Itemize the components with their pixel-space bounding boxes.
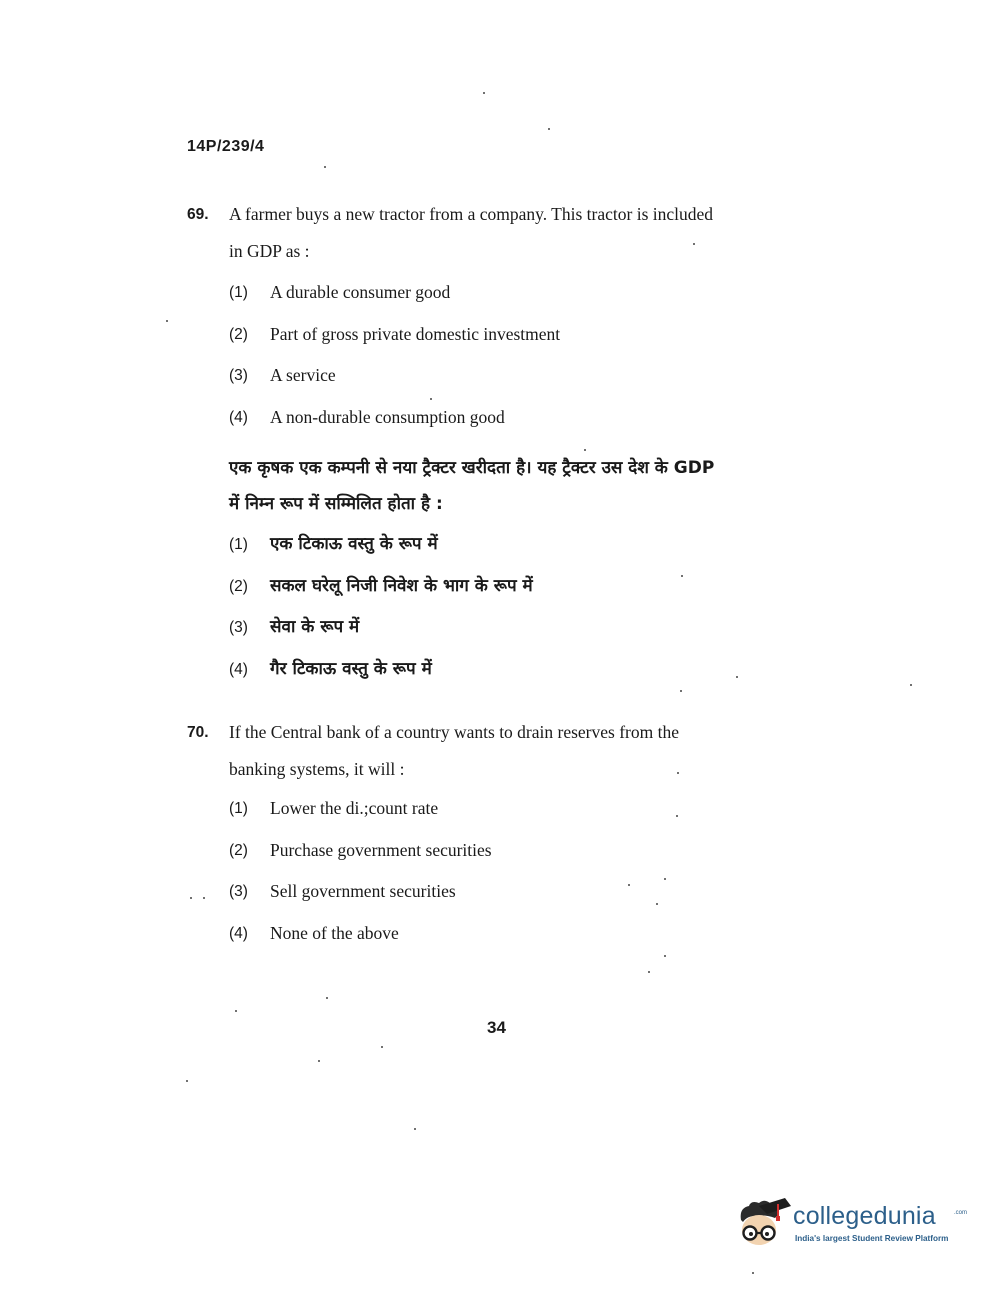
- question-text: in GDP as :: [229, 241, 310, 261]
- scan-speck: [235, 1010, 237, 1012]
- scan-speck: [681, 575, 683, 577]
- option-4: [187, 913, 827, 955]
- scan-speck: [584, 449, 586, 451]
- brand-domain: .com: [954, 1210, 968, 1216]
- scan-speck: [628, 884, 630, 886]
- hindi-option-2: [187, 566, 827, 608]
- option-text: A non-durable consumption good: [270, 406, 505, 427]
- option-text: एक टिकाऊ वस्तु के रूप में: [270, 534, 438, 554]
- scan-speck: [166, 320, 168, 322]
- option-number: (3): [229, 367, 248, 384]
- hindi-option-4: [187, 649, 827, 691]
- option-text: Sell government securities: [270, 881, 456, 901]
- question-stem-line: [187, 233, 827, 270]
- scan-speck: [483, 92, 485, 94]
- paper-code: 14P/239/4: [187, 138, 265, 155]
- option-number: (2): [229, 325, 248, 343]
- scan-speck: [664, 955, 666, 957]
- option-text: Lower the di.;count rate: [270, 798, 439, 818]
- option-3: [187, 355, 827, 397]
- option-number: (4): [229, 924, 248, 942]
- scan-speck: [190, 897, 192, 899]
- hindi-option-3: [187, 607, 827, 649]
- scan-speck: [676, 815, 678, 817]
- scan-speck: [736, 676, 738, 678]
- hindi-stem-line: एक कृषक एक कम्पनी से नया ट्रैक्टर खरीदता है। यह ट्रैक्टर उस देश के GDP: [229, 458, 715, 478]
- option-1: [187, 272, 827, 314]
- option-number: (4): [229, 408, 248, 426]
- scan-speck: [648, 971, 650, 973]
- scan-speck: [656, 903, 658, 905]
- question-stem-line: [187, 751, 827, 788]
- option-text: सेवा के रूप में: [270, 617, 360, 637]
- option-text: A durable consumer good: [270, 282, 451, 302]
- scan-speck: [324, 166, 326, 168]
- question-number: 70.: [187, 724, 209, 741]
- question-text: A farmer buys a new tractor from a company. This tractor is included: [229, 204, 714, 224]
- collegedunia-logo: [735, 1196, 968, 1258]
- option-number: (1): [229, 284, 248, 301]
- question-70: [187, 714, 827, 954]
- page-number: 34: [487, 1018, 506, 1037]
- scan-speck: [664, 878, 666, 880]
- option-number: (1): [229, 800, 248, 817]
- option-text: Purchase government securities: [270, 839, 492, 860]
- option-number: (3): [229, 883, 248, 900]
- scan-speck: [186, 1080, 188, 1082]
- option-3: [187, 871, 827, 913]
- question-number: 69.: [187, 206, 209, 223]
- scan-speck: [203, 897, 205, 899]
- scan-speck: [693, 243, 695, 245]
- scan-speck: [414, 1128, 416, 1130]
- hindi-option-1: [187, 524, 827, 566]
- scan-speck: [677, 772, 679, 774]
- hindi-stem-line: में निम्न रूप में सम्मिलित होता है :: [229, 494, 443, 514]
- scan-speck: [680, 690, 682, 692]
- brand-tagline: India's largest Student Review Platform: [795, 1234, 949, 1243]
- option-text: A service: [270, 365, 336, 385]
- option-number: (4): [229, 660, 248, 678]
- option-1: [187, 788, 827, 830]
- option-text: Part of gross private domestic investment: [270, 323, 561, 344]
- option-number: (3): [229, 619, 248, 636]
- option-2: [187, 314, 827, 356]
- scan-speck: [326, 997, 328, 999]
- brand-name: collegedunia: [793, 1202, 936, 1230]
- scan-speck: [381, 1046, 383, 1048]
- scan-speck: [318, 1060, 320, 1062]
- option-text: None of the above: [270, 922, 399, 943]
- option-number: (2): [229, 841, 248, 859]
- mascot-icon: [735, 1196, 793, 1256]
- question-stem-line: [187, 714, 827, 751]
- option-2: [187, 830, 827, 872]
- question-text: banking systems, it will :: [229, 759, 405, 779]
- scan-speck: [548, 128, 550, 130]
- scan-speck: [752, 1272, 754, 1274]
- option-text: सकल घरेलू निजी निवेश के भाग के रूप में: [270, 575, 533, 596]
- question-text: If the Central bank of a country wants to drain reserves from the: [229, 722, 679, 742]
- option-number: (1): [229, 536, 248, 553]
- question-stem-line: [187, 196, 827, 233]
- option-text: गैर टिकाऊ वस्तु के रूप में: [270, 658, 432, 679]
- option-4: [187, 397, 827, 439]
- option-number: (2): [229, 577, 248, 595]
- question-69: [187, 196, 827, 690]
- scan-speck: [910, 684, 912, 686]
- scan-speck: [430, 398, 432, 400]
